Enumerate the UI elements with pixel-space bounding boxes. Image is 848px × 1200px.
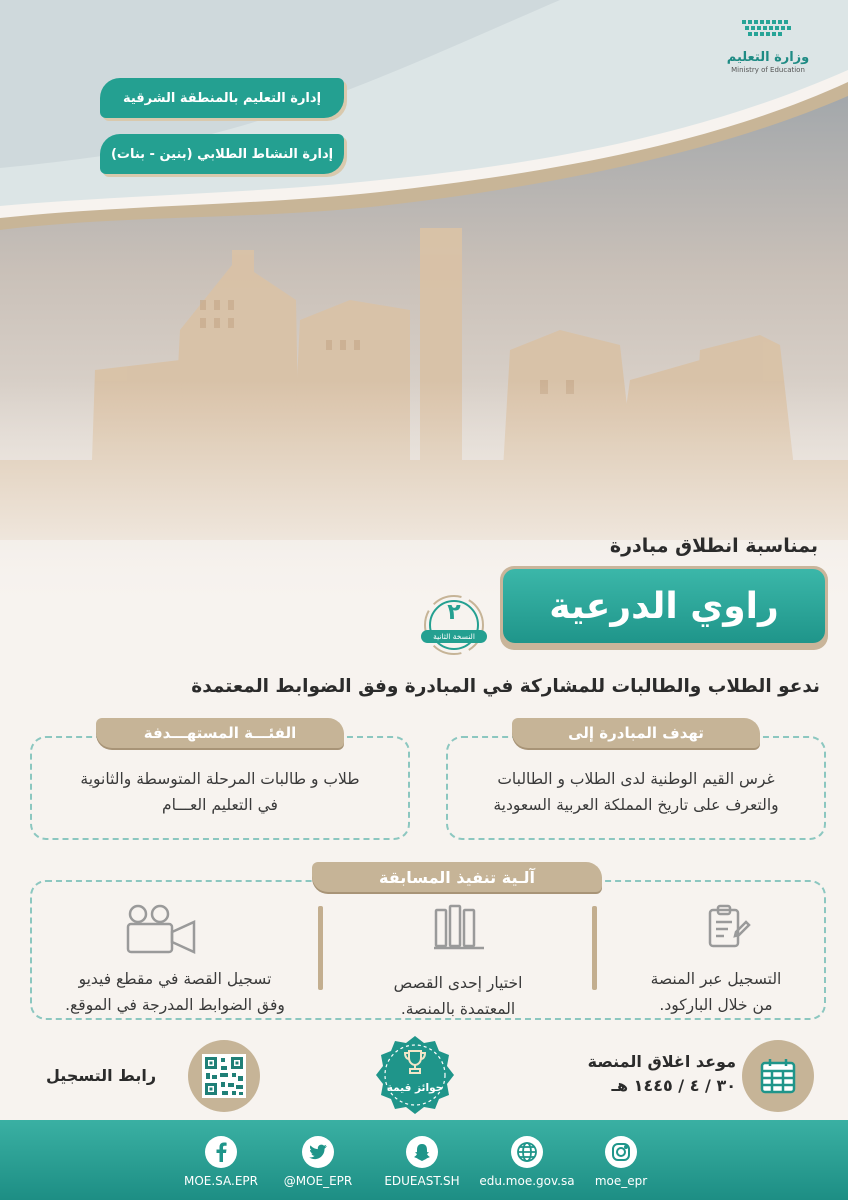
step-2-line-2: المعتمدة بالمنصة.: [400, 1000, 516, 1018]
target-box: [30, 736, 410, 840]
step-1-line-1: التسجيل عبر المنصة: [650, 970, 782, 988]
ministry-logo: [718, 16, 818, 74]
twitter-icon: [302, 1136, 334, 1168]
registration-qr-code[interactable]: [188, 1040, 260, 1112]
occasion-text: بمناسبة انطلاق مبادرة: [609, 535, 818, 557]
globe-icon: [511, 1136, 543, 1168]
calendar-icon: [742, 1040, 814, 1112]
edition-label: النسخة الثانية: [421, 630, 487, 643]
step-1-line-2: من خلال الباركود.: [659, 996, 773, 1014]
ministry-name-english: Ministry of Education: [731, 66, 805, 74]
target-line-1: طلاب و طالبات المرحلة المتوسطة والثانوية: [80, 770, 360, 788]
social-facebook[interactable]: [146, 1136, 296, 1188]
goal-line-2: والتعرف على تاريخ المملكة العربية السعودية: [493, 796, 779, 814]
invitation-text: ندعو الطلاب والطالبات للمشاركة في المبادرة وفق الضوابط المعتمدة: [191, 676, 820, 697]
step-2-line-1: اختيار إحدى القصص: [393, 974, 523, 992]
snapchat-icon: [406, 1136, 438, 1168]
instagram-icon: [605, 1136, 637, 1168]
twitter-handle: @MOE_EPR: [283, 1174, 353, 1188]
mechanism-tag: آلـية تنفيذ المسابقة: [312, 862, 602, 892]
ministry-emblem-icon: [738, 16, 798, 46]
activity-pill: إدارة النشاط الطلابي (بنين - بنات): [100, 134, 344, 174]
books-icon: [430, 902, 490, 956]
facebook-handle: MOE.SA.EPR: [183, 1174, 258, 1188]
deadline-label: موعد اغلاق المنصة: [587, 1052, 736, 1071]
step-3-line-2: وفق الضوابط المدرجة في الموقع.: [65, 996, 285, 1014]
snapchat-handle: EDUEAST.SH: [384, 1174, 460, 1188]
ministry-name-arabic: وزارة التعليم: [726, 50, 810, 65]
clipboard-icon: [702, 902, 752, 956]
trophy-icon: [403, 1048, 427, 1074]
instagram-handle: moe_epr: [594, 1174, 648, 1188]
goal-box: [446, 736, 826, 840]
prizes-badge: [374, 1034, 456, 1116]
goal-line-1: غرس القيم الوطنية لدى الطلاب و الطالبات: [497, 770, 775, 788]
edition-badge: [417, 594, 491, 660]
target-line-2: في التعليم العـــام: [162, 796, 278, 814]
goal-tag: تهدف المبادرة إلى: [512, 718, 760, 748]
step-divider-1: [592, 906, 597, 990]
website-url: edu.moe.gov.sa: [479, 1174, 575, 1188]
edition-number: ٢: [447, 600, 461, 625]
facebook-icon: [205, 1136, 237, 1168]
prizes-label: جوائز قيمة: [386, 1082, 444, 1094]
step-divider-2: [318, 906, 323, 990]
video-camera-icon: [124, 902, 200, 960]
department-pill: إدارة التعليم بالمنطقة الشرقية: [100, 78, 344, 118]
step-3-line-1: تسجيل القصة في مقطع فيديو: [78, 970, 272, 988]
target-tag: الفئـــة المستهـــدفة: [96, 718, 344, 748]
initiative-title: راوي الدرعية: [503, 569, 825, 643]
registration-label: رابط التسجيل: [46, 1066, 157, 1085]
deadline-date: ٣٠ / ٤ / ١٤٤٥ هـ: [611, 1076, 736, 1095]
